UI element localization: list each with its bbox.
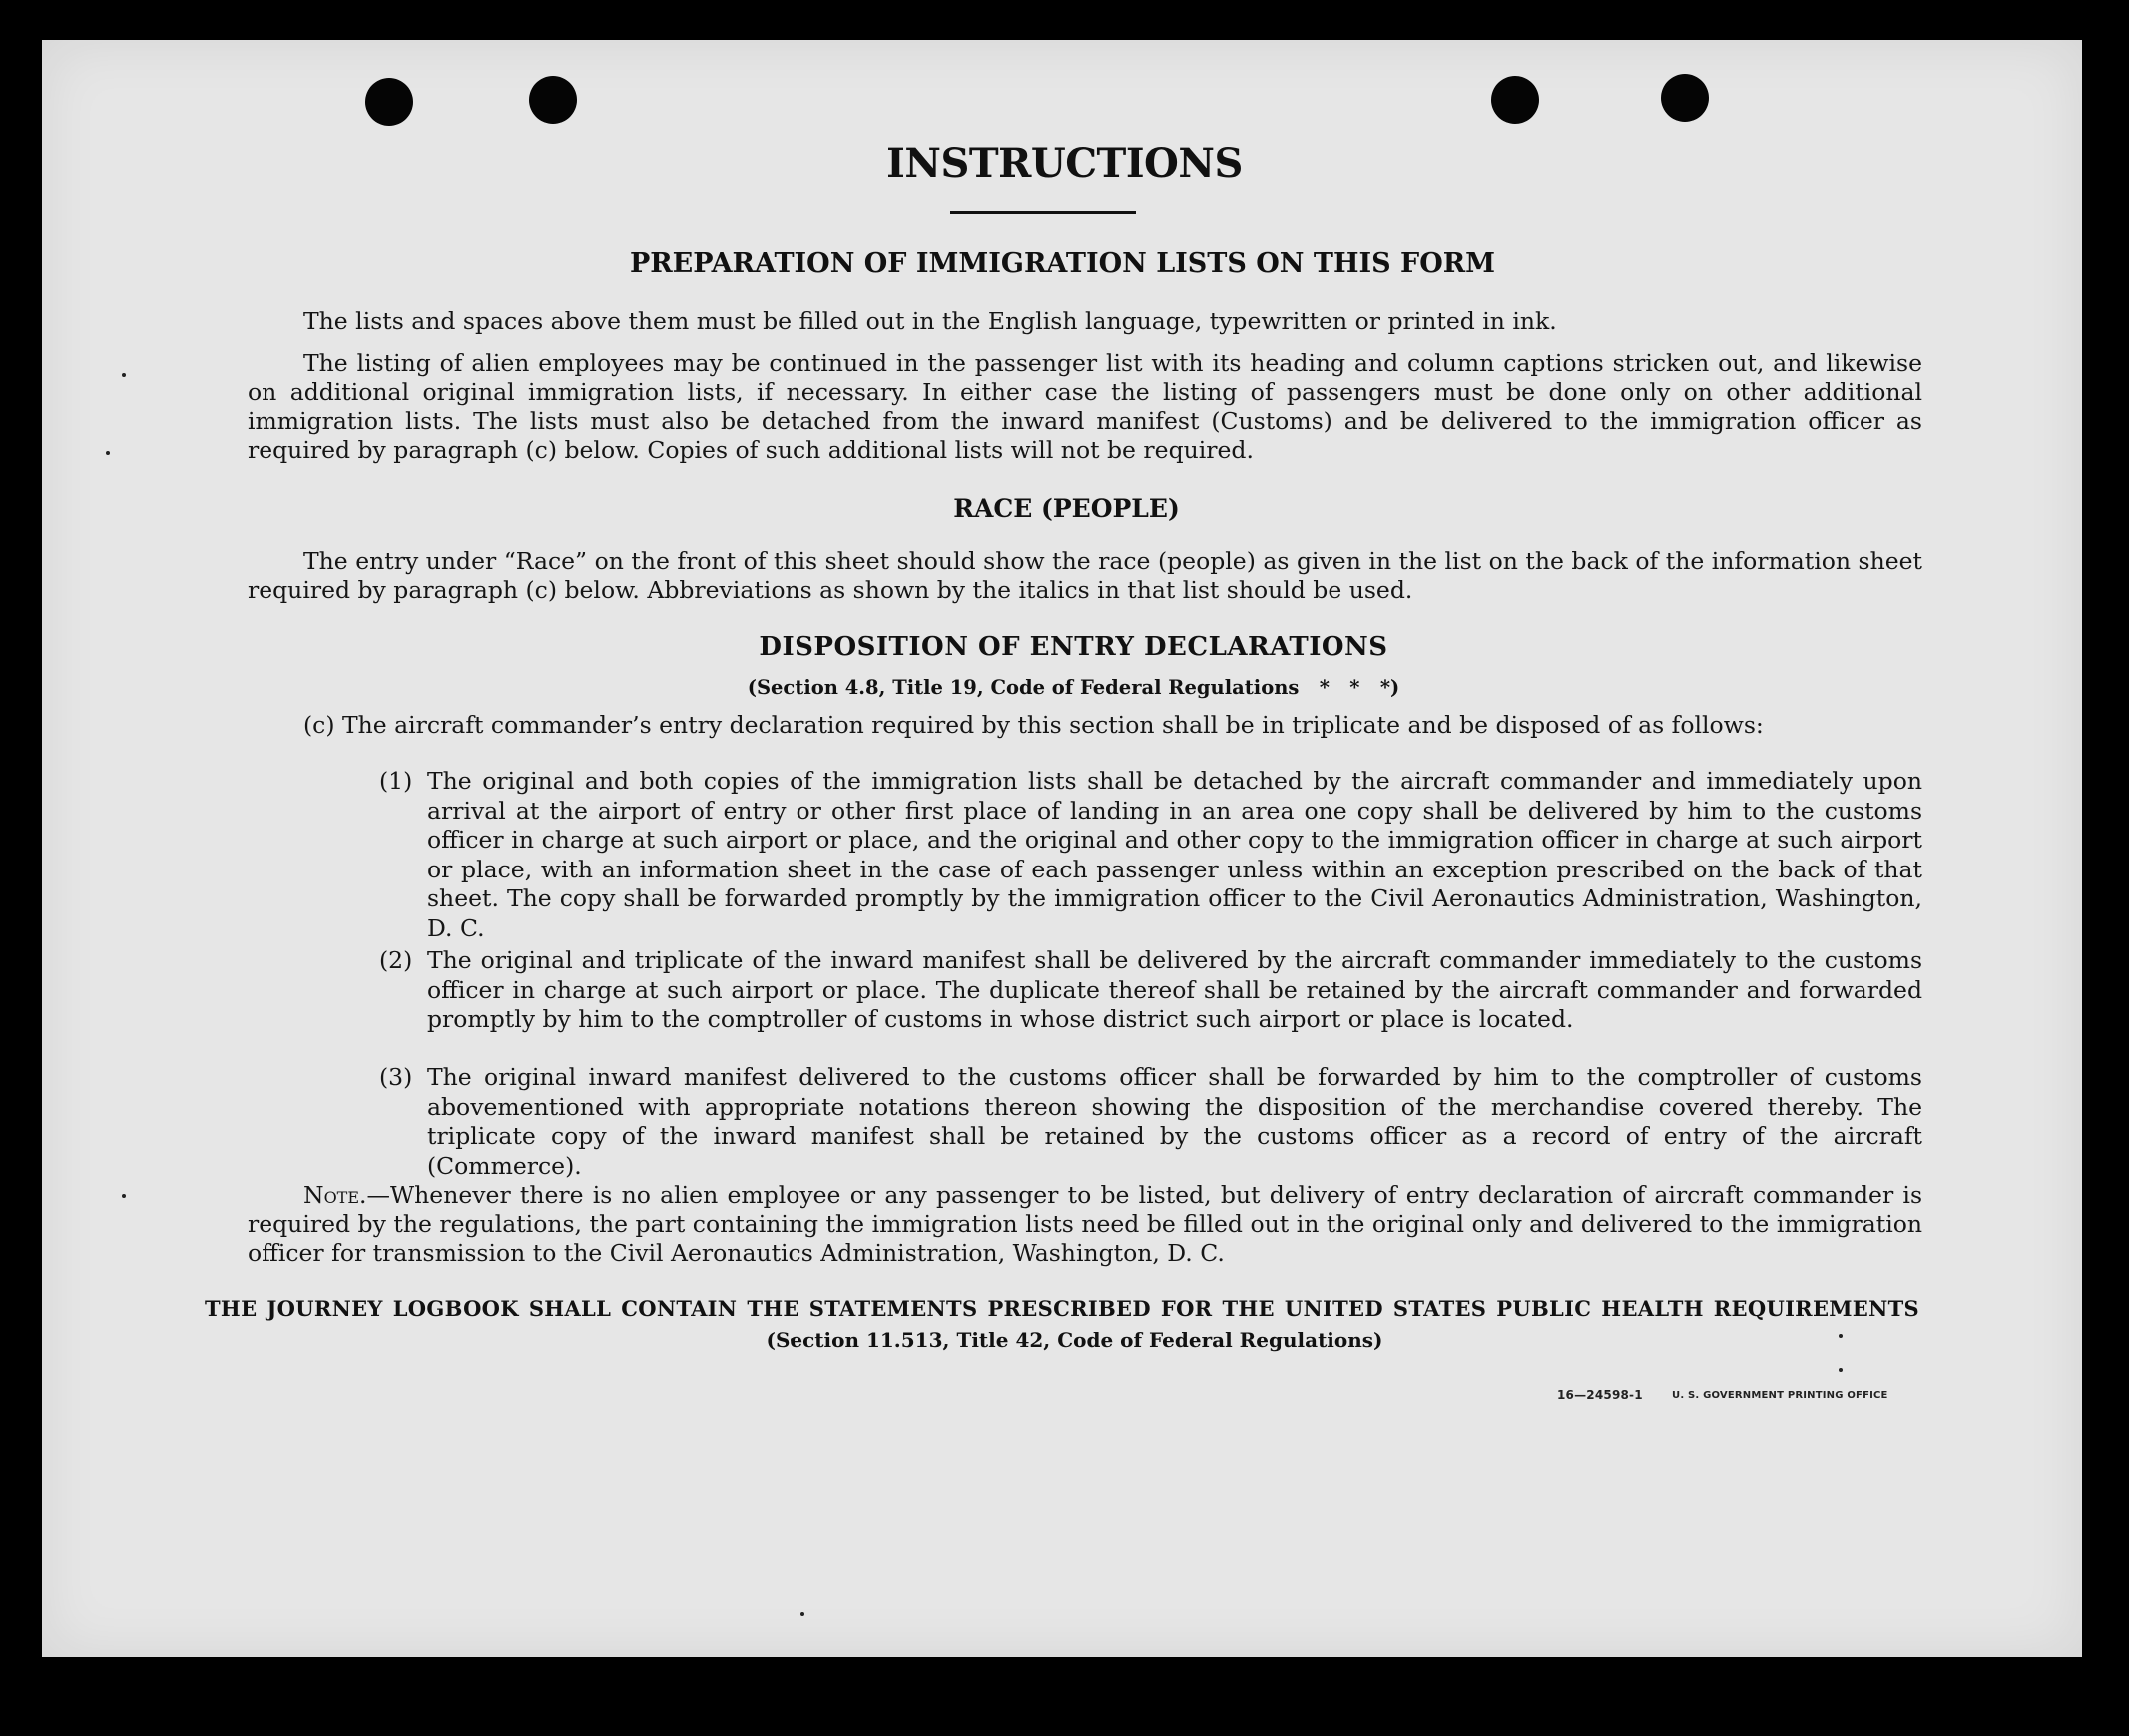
section-heading-disposition: DISPOSITION OF ENTRY DECLARATIONS: [759, 632, 1388, 662]
disposition-item-1: [379, 767, 1922, 943]
health-requirements-statement: THE JOURNEY LOGBOOK SHALL CONTAIN THE STATEMENTS PRESCRIBED FOR THE UNITED STATES PUBLIC HEALTH REQUIREMENTS: [205, 1296, 1919, 1321]
item-number: (3): [379, 1063, 413, 1091]
preparation-paragraph-1: The lists and spaces above them must be filled out in the English language, typewritten or printed in ink.: [303, 307, 1557, 335]
item-text: The original and triplicate of the inward manifest shall be delivered by the aircraft commander immediately to the customs officer in charge at such airport or place. The duplicate thereof shall be retained by the aircraft commander and forwarded promptly by him to the comptroller of customs in whose district such airport or place is located.: [427, 946, 1922, 1033]
item-number: (2): [379, 946, 413, 974]
disposition-intro: (c) The aircraft commander’s entry declaration required by this section shall be in triplicate and be disposed of as follows:: [303, 711, 1764, 739]
preparation-paragraph-2: The listing of alien employees may be continued in the passenger list with its heading and column captions stricken out, and likewise on additional original immigration lists, if necessary. In either case the listing of passengers must be done only on other additional immigration lists. The lists must also be detached from the inward manifest (Customs) and be delivered to the immigration officer as required by paragraph (c) below. Copies of such additional lists will not be required.: [248, 349, 1922, 464]
punch-hole: [1491, 76, 1539, 124]
note-paragraph: [248, 1181, 1922, 1268]
speck: [106, 451, 110, 455]
title-underline: [950, 211, 1136, 214]
printer-imprint: U. S. GOVERNMENT PRINTING OFFICE: [1672, 1390, 1888, 1401]
health-citation: (Section 11.513, Title 42, Code of Federal Regulations): [766, 1328, 1383, 1352]
disposition-citation: (Section 4.8, Title 19, Code of Federal Regulations * * *): [747, 676, 1400, 699]
item-text: The original inward manifest delivered to the customs officer shall be forwarded by him to the comptroller of customs abovementioned with appropriate notations thereon showing the disposition of the merchandise covered thereby. The triplicate copy of the inward manifest shall be retained by the customs officer as a record of entry of the aircraft (Commerce).: [427, 1063, 1922, 1180]
speck: [1839, 1368, 1843, 1372]
note-label: Note.: [303, 1181, 367, 1209]
disposition-item-2: [379, 946, 1922, 1035]
speck: [122, 373, 126, 377]
section-heading-race: RACE (PEOPLE): [953, 494, 1180, 523]
speck: [122, 1194, 126, 1198]
page-title: INSTRUCTIONS: [886, 140, 1243, 187]
note-text: —Whenever there is no alien employee or any passenger to be listed, but delivery of entry declaration of aircraft commander is required by the regulations, the part containing the immigration lists need be filled out in the original only and delivered to the immigration officer for transmission to the Civil Aeronautics Administration, Washington, D. C.: [248, 1181, 1922, 1267]
item-text: The original and both copies of the immigration lists shall be detached by the aircraft commander and immediately upon arrival at the airport of entry or other first place of landing in an area one copy shall be delivered by him to the customs officer in charge at such airport or place, and the original and other copy to the immigration officer in charge at such airport or place, with an information sheet in the case of each passenger unless within an exception prescribed on the back of that sheet. The copy shall be forwarded promptly by the immigration officer to the Civil Aeronautics Administration, Washington, D. C.: [427, 767, 1922, 942]
item-number: (1): [379, 767, 413, 795]
race-paragraph: The entry under “Race” on the front of this sheet should show the race (people) as given in the list on the back of the information sheet required by paragraph (c) below. Abbreviations as shown by the italics in that list should be used.: [248, 547, 1922, 604]
punch-hole: [1661, 74, 1709, 122]
disposition-item-3: [379, 1063, 1922, 1181]
speck: [800, 1612, 804, 1616]
section-heading-preparation: PREPARATION OF IMMIGRATION LISTS ON THIS FORM: [629, 248, 1496, 279]
form-number: 16—24598-1: [1557, 1388, 1643, 1402]
punch-hole: [365, 78, 413, 126]
punch-hole: [529, 76, 577, 124]
